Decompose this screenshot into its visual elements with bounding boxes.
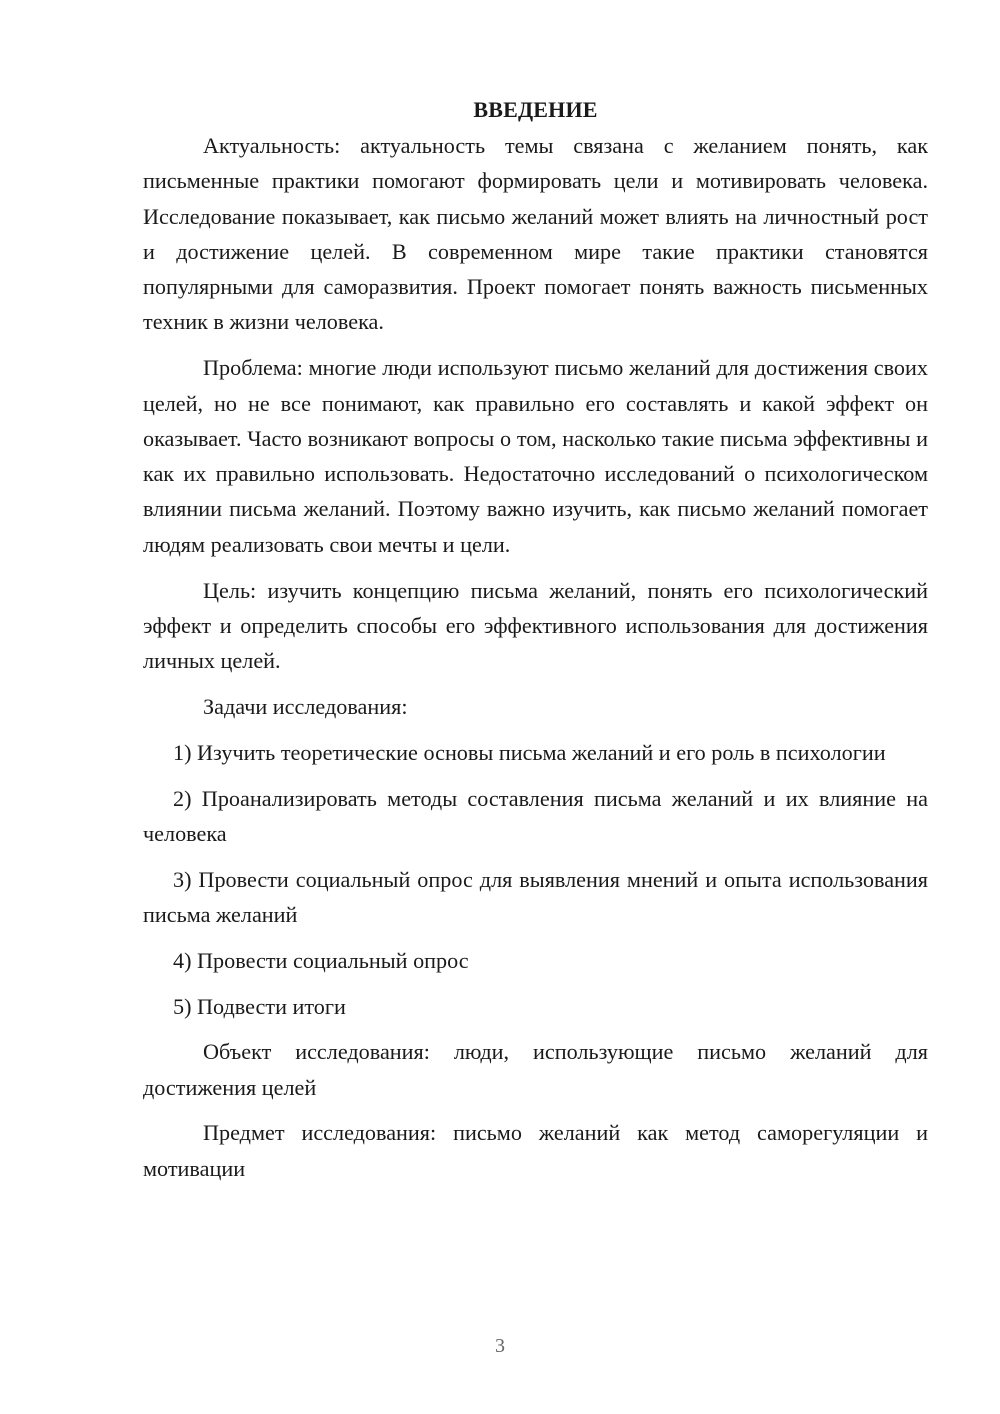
section-title: ВВЕДЕНИЕ: [473, 97, 598, 122]
subject-paragraph: Предмет исследования: письмо желаний как метод саморегуляции и мотивации: [143, 1120, 928, 1181]
list-item: 3) Провести социальный опрос для выявления мнений и опыта использования письма желаний: [143, 866, 928, 927]
page-number: 3: [495, 1335, 505, 1357]
goal-paragraph: Цель: изучить концепцию письма желаний, понять его психологический эффект и определить способы его эффективного использования для достижения личных целей.: [143, 577, 928, 674]
tasks-heading: Задачи исследования:: [203, 693, 408, 719]
relevance-paragraph: Актуальность: актуальность темы связана с желанием понять, как письменные практики помогают формировать цели и мотивировать человека. Исследование показывает, как письмо желаний может влиять на личностный рост и достижение целей. В современном мире такие практики становятся популярными для саморазвития. Проект помогает понять важность письменных техник в жизни человека.: [143, 133, 928, 335]
object-paragraph: Объект исследования: люди, использующие письмо желаний для достижения целей: [143, 1039, 928, 1100]
document-page: [143, 92, 928, 1186]
list-item: 4) Провести социальный опрос: [173, 947, 469, 973]
list-item: 1) Изучить теоретические основы письма желаний и его роль в психологии: [173, 739, 886, 765]
problem-paragraph: Проблема: многие люди используют письмо желаний для достижения своих целей, но не все понимают, как правильно его составлять и какой эффект он оказывает. Часто возникают вопросы о том, насколько такие письма эффективны и как их правильно использовать. Недостаточно исследований о психологическом влиянии письма желаний. Поэтому важно изучить, как письмо желаний помогает людям реализовать свои мечты и цели.: [143, 355, 928, 557]
list-item: 2) Проанализировать методы составления письма желаний и их влияние на человека: [143, 785, 928, 846]
tasks-list: [143, 735, 928, 1024]
list-item: 5) Подвести итоги: [173, 993, 346, 1019]
